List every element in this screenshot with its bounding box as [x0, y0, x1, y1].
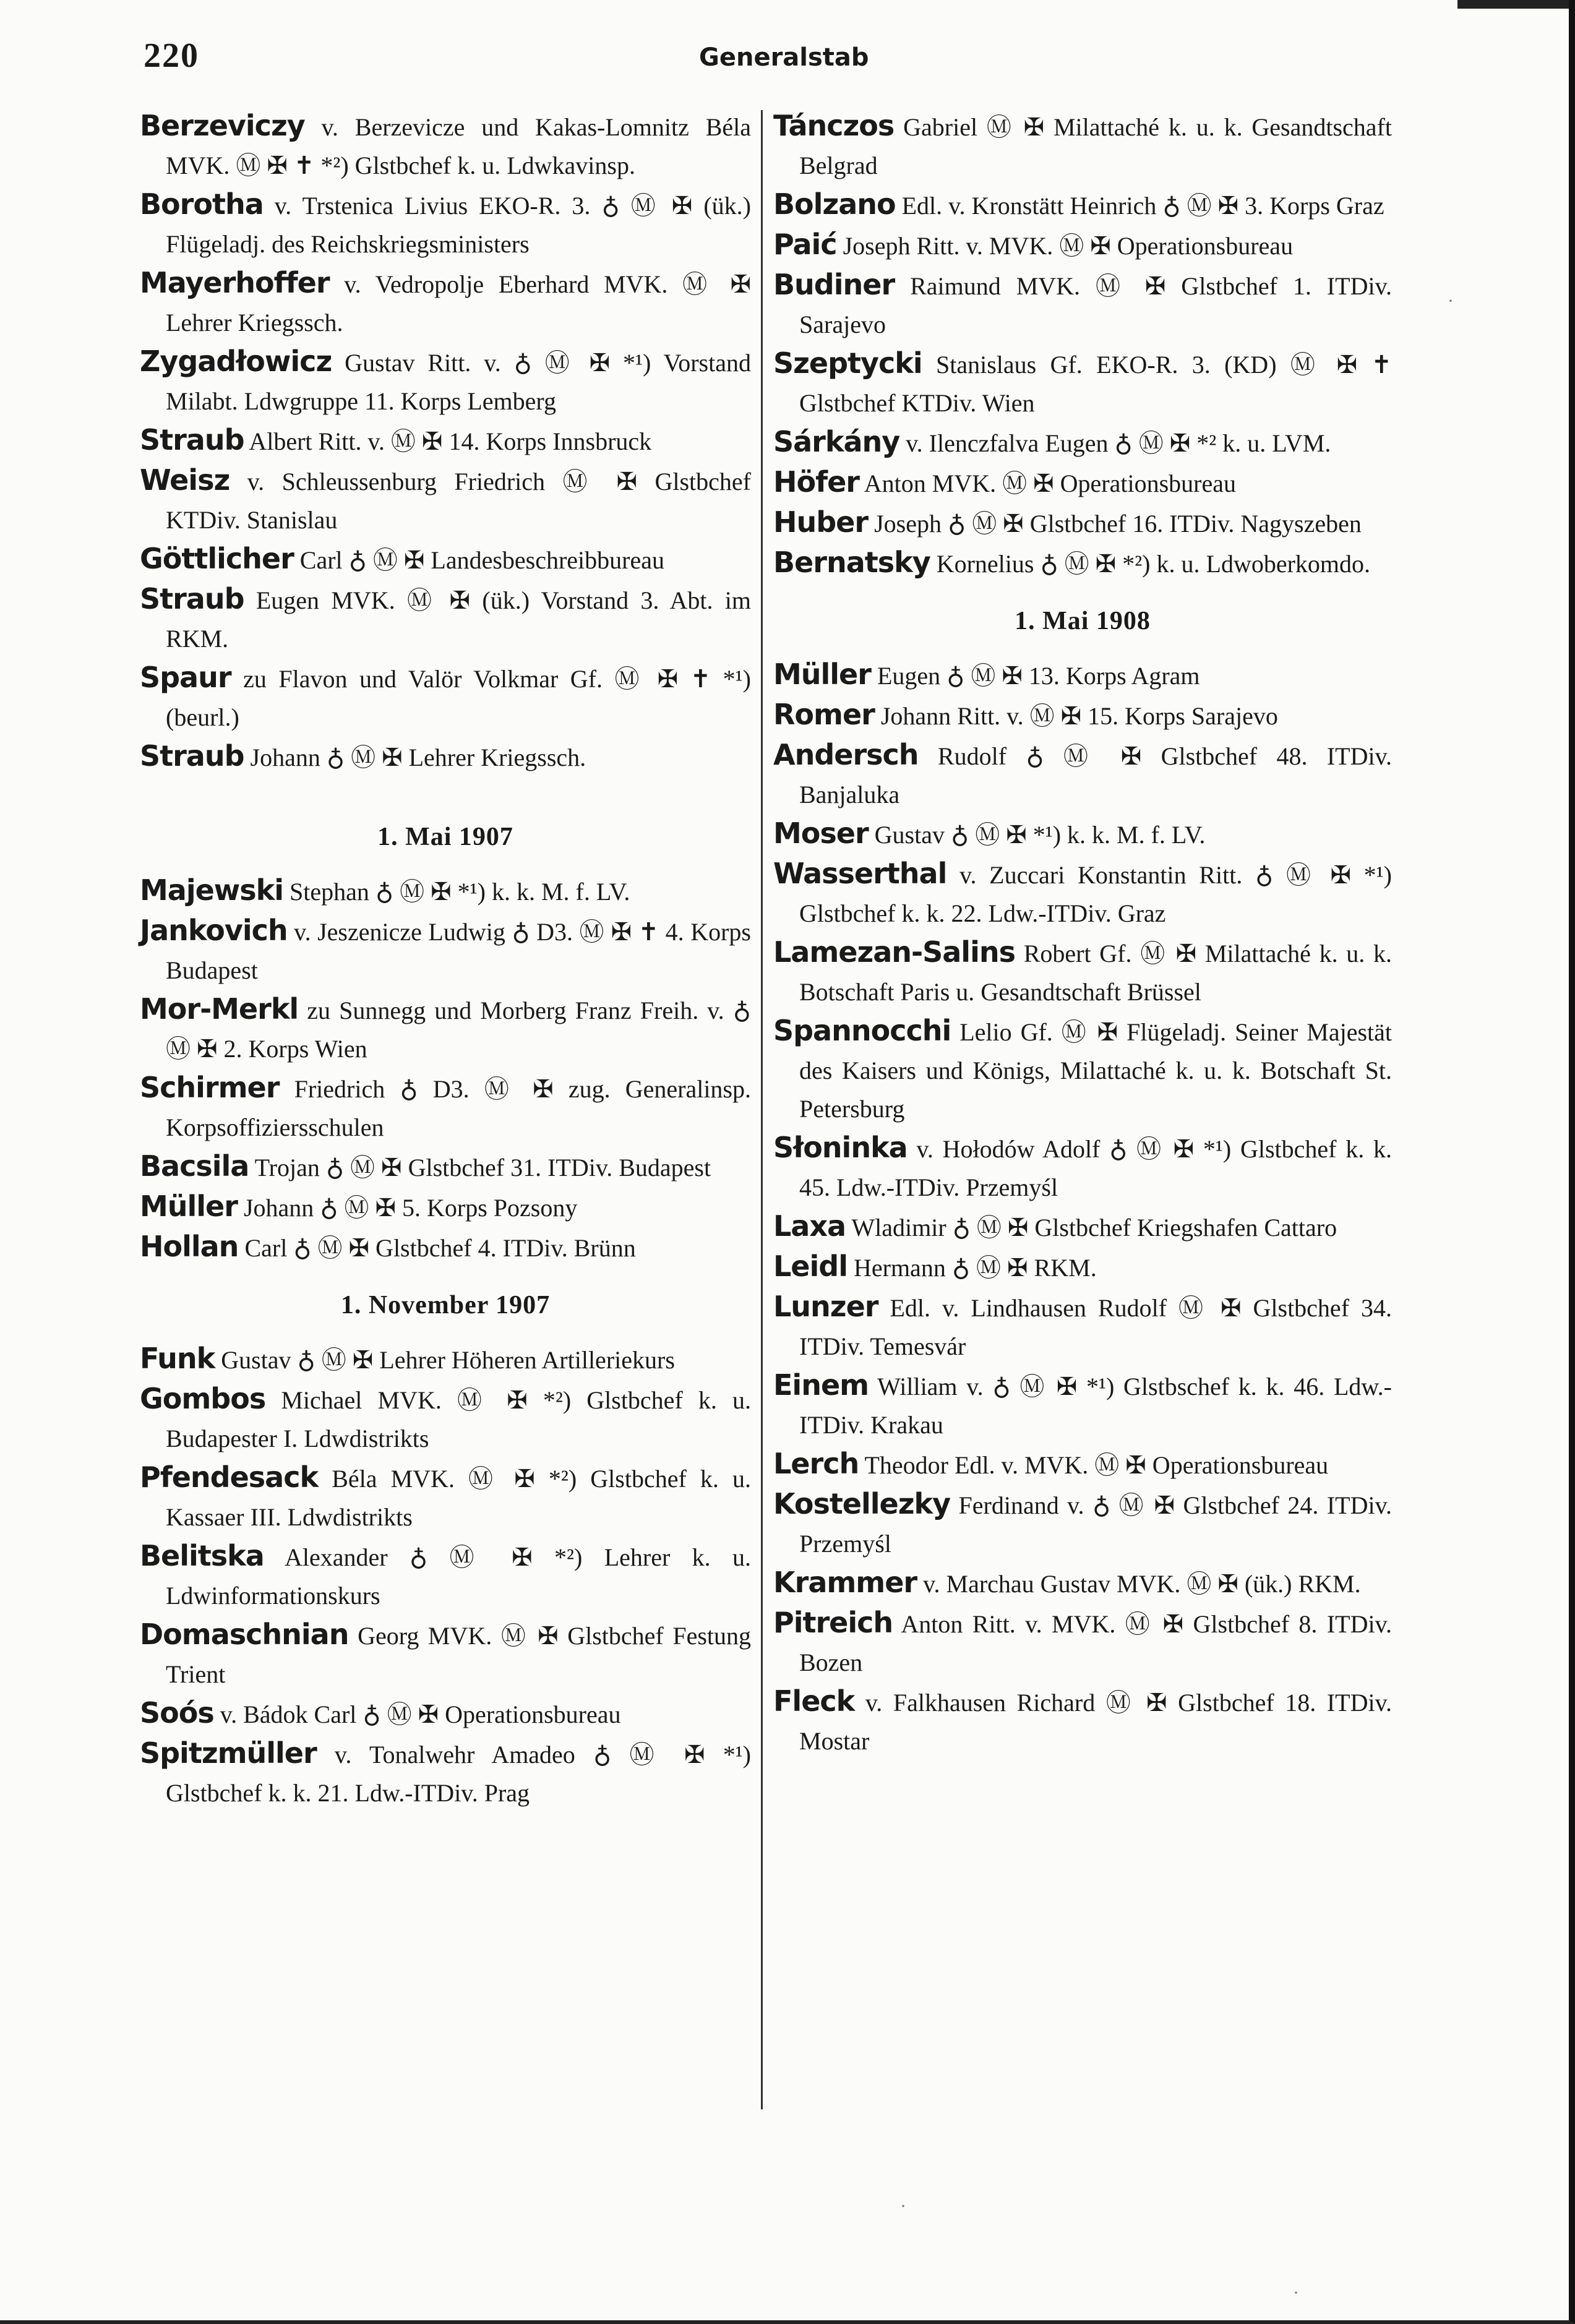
officer-entry: [140, 1187, 751, 1227]
officer-details: v. Hołodów Adolf ♁ Ⓜ ✠ *¹) Glstbchef k. k. 45. Ldw.-ITDiv. Przemyśl: [799, 1135, 1392, 1201]
section-spacer: [140, 777, 751, 799]
officer-surname: Majewski: [140, 873, 284, 907]
officer-entry: [773, 933, 1392, 1011]
officer-surname: Belitska: [140, 1539, 264, 1572]
officer-details: v. Zuccari Konstantin Ritt. ♁ Ⓜ ✠ *¹) Glstbchef k. k. 22. Ldw.-ITDiv. Graz: [799, 861, 1392, 927]
officer-surname: Jankovich: [140, 914, 288, 947]
officer-details: Carl ♁ Ⓜ ✠ Landesbeschreibbureau: [293, 546, 664, 574]
officer-entry: [773, 503, 1392, 543]
officer-entry: [773, 1444, 1392, 1485]
officer-surname: Hollan: [140, 1230, 239, 1263]
officer-entry: [140, 342, 751, 421]
officer-surname: Pfendesack: [140, 1460, 319, 1494]
officer-surname: Lunzer: [773, 1290, 878, 1323]
officer-entry: [773, 463, 1392, 503]
officer-surname: Spannocchi: [773, 1014, 951, 1047]
officer-surname: Pitreich: [773, 1606, 893, 1639]
officer-surname: Mayerhoffer: [140, 266, 330, 299]
officer-details: zu Flavon und Valör Volkmar Gf. Ⓜ ✠ ✝ *¹) (beurl.): [166, 665, 751, 731]
officer-surname: Mor-Merkl: [140, 992, 299, 1026]
officer-details: Joseph Ritt. v. MVK. Ⓜ ✠ Operationsbureau: [836, 232, 1294, 260]
officer-entry: [140, 580, 751, 658]
officer-details: v. Marchau Gustav MVK. Ⓜ ✠ (ük.) RKM.: [917, 1570, 1361, 1598]
officer-entry: [140, 1068, 751, 1147]
officer-surname: Straub: [140, 423, 244, 457]
officer-entry: [773, 814, 1392, 854]
officer-details: Johann ♁ Ⓜ ✠ Lehrer Kriegssch.: [244, 744, 586, 771]
officer-surname: Höfer: [773, 465, 859, 499]
officer-details: Edl. v. Lindhausen Rudolf Ⓜ ✠ Glstbchef 34. ITDiv. Temesvár: [799, 1294, 1392, 1360]
officer-details: v. Vedropolje Eberhard MVK. Ⓜ ✠ Lehrer Kriegssch.: [166, 270, 751, 337]
page-header: [0, 36, 1569, 79]
officer-details: Friedrich ♁ D3. Ⓜ ✠ zug. Generalinsp. Korpsoffiziersschulen: [166, 1075, 751, 1141]
officer-entry: [773, 225, 1392, 265]
officer-entry: [140, 1615, 751, 1694]
running-title: Generalstab: [699, 43, 869, 72]
officer-surname: Spitzmüller: [140, 1736, 317, 1770]
officer-surname: Lamezan-Salins: [773, 935, 1015, 969]
officer-surname: Bernatsky: [773, 546, 930, 579]
officer-entry: [773, 1128, 1392, 1207]
officer-entry: [773, 1563, 1392, 1603]
officer-surname: Moser: [773, 817, 869, 850]
officer-details: Eugen MVK. Ⓜ ✠ (ük.) Vorstand 3. Abt. im RKM.: [166, 586, 751, 653]
right-column: [773, 106, 1392, 1760]
officer-details: Raimund MVK. Ⓜ ✠ Glstbchef 1. ITDiv. Sarajevo: [799, 272, 1392, 338]
officer-entry: [773, 1247, 1392, 1287]
officer-entry: [773, 655, 1392, 695]
officer-surname: Funk: [140, 1342, 215, 1375]
officer-entry: [140, 1147, 751, 1187]
officer-entry: [140, 1227, 751, 1267]
officer-surname: Słoninka: [773, 1131, 908, 1164]
officer-surname: Budiner: [773, 268, 895, 301]
officer-details: Gustav ♁ Ⓜ ✠ *¹) k. k. M. f. LV.: [868, 821, 1206, 849]
officer-entry: [773, 1207, 1392, 1247]
scan-speck: ·: [1448, 291, 1454, 311]
officer-surname: Krammer: [773, 1566, 917, 1599]
officer-entry: [773, 854, 1392, 933]
officer-details: Johann Ritt. v. Ⓜ ✠ 15. Korps Sarajevo: [874, 702, 1278, 730]
officer-details: Ferdinand v. ♁ Ⓜ ✠ Glstbchef 24. ITDiv. Przemyśl: [799, 1491, 1392, 1558]
date-heading: 1. Mai 1907: [377, 823, 513, 851]
officer-surname: Fleck: [773, 1684, 855, 1718]
officer-surname: Spaur: [140, 661, 231, 694]
officer-entry: [140, 1694, 751, 1734]
officer-surname: Müller: [140, 1190, 238, 1223]
officer-details: v. Falkhausen Richard Ⓜ ✠ Glstbchef 18. ITDiv. Mostar: [799, 1689, 1392, 1755]
date-heading: 1. Mai 1908: [1015, 607, 1151, 635]
officer-details: v. Trstenica Livius EKO-R. 3. ♁ Ⓜ ✠ (ük.) Flügeladj. des Reichskriegsministers: [166, 192, 751, 258]
officer-entry: [140, 106, 751, 185]
officer-surname: Tánczos: [773, 109, 895, 142]
officer-surname: Andersch: [773, 738, 919, 771]
officer-surname: Szeptycki: [773, 346, 922, 380]
scan-speck: ·: [1293, 2283, 1299, 2303]
officer-details: zu Sunnegg und Morberg Franz Freih. v. ♁ Ⓜ ✠ 2. Korps Wien: [166, 997, 751, 1063]
officer-entry: [773, 265, 1392, 344]
officer-details: William v. ♁ Ⓜ ✠ *¹) Glstbschef k. k. 46. Ldw.-ITDiv. Krakau: [799, 1373, 1392, 1439]
officer-entry: [773, 1603, 1392, 1682]
officer-surname: Schirmer: [140, 1071, 280, 1104]
officer-details: Joseph ♁ Ⓜ ✠ Glstbchef 16. ITDiv. Nagyszeben: [868, 510, 1362, 538]
officer-entry: [773, 344, 1392, 422]
officer-surname: Straub: [140, 739, 244, 773]
officer-entry: [773, 1366, 1392, 1444]
officer-entry: [773, 185, 1392, 225]
officer-surname: Göttlicher: [140, 542, 294, 575]
officer-surname: Sárkány: [773, 425, 900, 458]
officer-details: v. Jeszenicze Ludwig ♁ D3. Ⓜ ✠ ✝ 4. Korps Budapest: [166, 918, 751, 984]
officer-entry: [140, 1379, 751, 1458]
officer-details: Carl ♁ Ⓜ ✠ Glstbchef 4. ITDiv. Brünn: [238, 1234, 636, 1262]
officer-entry: [140, 1458, 751, 1537]
officer-details: Hermann ♁ Ⓜ ✠ RKM.: [847, 1254, 1097, 1282]
officer-details: Rudolf ♁ Ⓜ ✠ Glstbchef 48. ITDiv. Banjaluka: [799, 742, 1392, 808]
officer-entry: [140, 264, 751, 342]
officer-surname: Paić: [773, 228, 837, 261]
officer-entry: [773, 735, 1392, 814]
officer-details: v. Ilenczfalva Eugen ♁ Ⓜ ✠ *² k. u. LVM.: [899, 429, 1331, 457]
officer-entry: [773, 1287, 1392, 1366]
officer-surname: Straub: [140, 582, 244, 615]
officer-entry: [140, 1339, 751, 1379]
officer-surname: Kostellezky: [773, 1487, 951, 1520]
scan-edge: [1457, 0, 1569, 9]
officer-details: Stanislaus Gf. EKO-R. 3. (KD) Ⓜ ✠ ✝ Glstbchef KTDiv. Wien: [799, 351, 1392, 417]
officer-details: Béla MVK. Ⓜ ✠ *²) Glstbchef k. u. Kassaer III. Ldwdistrikts: [166, 1465, 751, 1531]
officer-surname: Gombos: [140, 1382, 266, 1415]
officer-entry: [773, 695, 1392, 735]
officer-details: Trojan ♁ Ⓜ ✠ Glstbchef 31. ITDiv. Budapest: [249, 1154, 711, 1181]
officer-surname: Einem: [773, 1368, 869, 1402]
officer-details: v. Bádok Carl ♁ Ⓜ ✠ Operationsbureau: [213, 1700, 621, 1728]
officer-entry: [140, 539, 751, 580]
officer-details: Michael MVK. Ⓜ ✠ *²) Glstbchef k. u. Budapester I. Ldwdistrikts: [166, 1386, 751, 1452]
officer-details: Eugen ♁ Ⓜ ✠ 13. Korps Agram: [870, 662, 1200, 690]
officer-entry: [140, 658, 751, 737]
officer-details: Theodor Edl. v. MVK. Ⓜ ✠ Operationsbureau: [859, 1451, 1329, 1479]
officer-entry: [773, 422, 1392, 463]
officer-entry: [140, 185, 751, 264]
officer-details: Robert Gf. Ⓜ ✠ Milattaché k. u. k. Botschaft Paris u. Gesandtschaft Brüssel: [799, 940, 1392, 1006]
officer-entry: [140, 1537, 751, 1615]
officer-surname: Bacsila: [140, 1149, 249, 1183]
officer-entry: [140, 421, 751, 461]
column-divider: [761, 110, 763, 2109]
officer-details: Georg MVK. Ⓜ ✠ Glstbchef Festung Trient: [166, 1622, 751, 1688]
officer-surname: Lerch: [773, 1447, 859, 1480]
officer-surname: Huber: [773, 505, 869, 539]
officer-details: Stephan ♁ Ⓜ ✠ *¹) k. k. M. f. LV.: [283, 878, 630, 906]
officer-entry: [140, 911, 751, 990]
officer-details: Anton MVK. Ⓜ ✠ Operationsbureau: [859, 470, 1236, 497]
officer-details: v. Schleussenburg Friedrich Ⓜ ✠ Glstbchef KTDiv. Stanislau: [166, 468, 751, 534]
officer-entry: [773, 1682, 1392, 1760]
officer-surname: Weisz: [140, 463, 230, 497]
officer-entry: [773, 106, 1392, 185]
officer-surname: Laxa: [773, 1209, 846, 1243]
officer-surname: Soós: [140, 1696, 214, 1730]
officer-surname: Domaschnian: [140, 1618, 349, 1651]
officer-surname: Leidl: [773, 1250, 848, 1283]
officer-surname: Müller: [773, 658, 871, 691]
officer-details: Lelio Gf. Ⓜ ✠ Flügeladj. Seiner Majestät des Kaisers und Königs, Milattaché k. u. k. Botschaft St. Petersburg: [799, 1018, 1392, 1123]
officer-entry: [773, 1485, 1392, 1563]
officer-entry: [140, 871, 751, 911]
officer-details: Anton Ritt. v. MVK. Ⓜ ✠ Glstbchef 8. ITDiv. Bozen: [799, 1610, 1392, 1676]
officer-surname: Bolzano: [773, 187, 896, 221]
officer-details: Gustav ♁ Ⓜ ✠ Lehrer Höheren Artilleriekurs: [215, 1346, 675, 1374]
officer-entry: [773, 543, 1392, 583]
officer-entry: [140, 990, 751, 1068]
page-number: 220: [144, 36, 199, 75]
scan-speck: ·: [900, 2196, 906, 2216]
officer-details: Gabriel Ⓜ ✠ Milattaché k. u. k. Gesandtschaft Belgrad: [799, 113, 1392, 179]
officer-details: Johann ♁ Ⓜ ✠ 5. Korps Pozsony: [237, 1194, 578, 1222]
officer-surname: Borotha: [140, 187, 264, 221]
officer-details: Wladimir ♁ Ⓜ ✠ Glstbchef Kriegshafen Cattaro: [846, 1214, 1337, 1241]
officer-details: Alexander ♁ Ⓜ ✠ *²) Lehrer k. u. Ldwinformationskurs: [166, 1543, 751, 1610]
officer-surname: Zygadłowicz: [140, 345, 332, 378]
officer-entry: [773, 1011, 1392, 1128]
officer-details: Kornelius ♁ Ⓜ ✠ *²) k. u. Ldwoberkomdo.: [930, 550, 1371, 578]
officer-entry: [140, 737, 751, 777]
officer-surname: Romer: [773, 698, 875, 731]
officer-surname: Wasserthal: [773, 857, 947, 890]
officer-entry: [140, 461, 751, 539]
officer-details: v. Berzevicze und Kakas-Lomnitz Béla MVK. Ⓜ ✠ ✝ *²) Glstbchef k. u. Ldwkavinsp.: [166, 113, 751, 179]
officer-details: Edl. v. Kronstätt Heinrich ♁ Ⓜ ✠ 3. Korps Graz: [895, 192, 1384, 220]
officer-details: Albert Ritt. v. Ⓜ ✠ 14. Korps Innsbruck: [244, 427, 652, 455]
officer-entry: [140, 1734, 751, 1812]
officer-surname: Berzeviczy: [140, 109, 305, 142]
left-column: [140, 106, 751, 1812]
date-heading: 1. November 1907: [340, 1291, 551, 1319]
officer-details: v. Tonalwehr Amadeo ♁ Ⓜ ✠ *¹) Glstbchef k. k. 21. Ldw.-ITDiv. Prag: [166, 1741, 751, 1807]
officer-details: Gustav Ritt. v. ♁ Ⓜ ✠ *¹) Vorstand Milabt. Ldwgruppe 11. Korps Lemberg: [166, 349, 751, 415]
